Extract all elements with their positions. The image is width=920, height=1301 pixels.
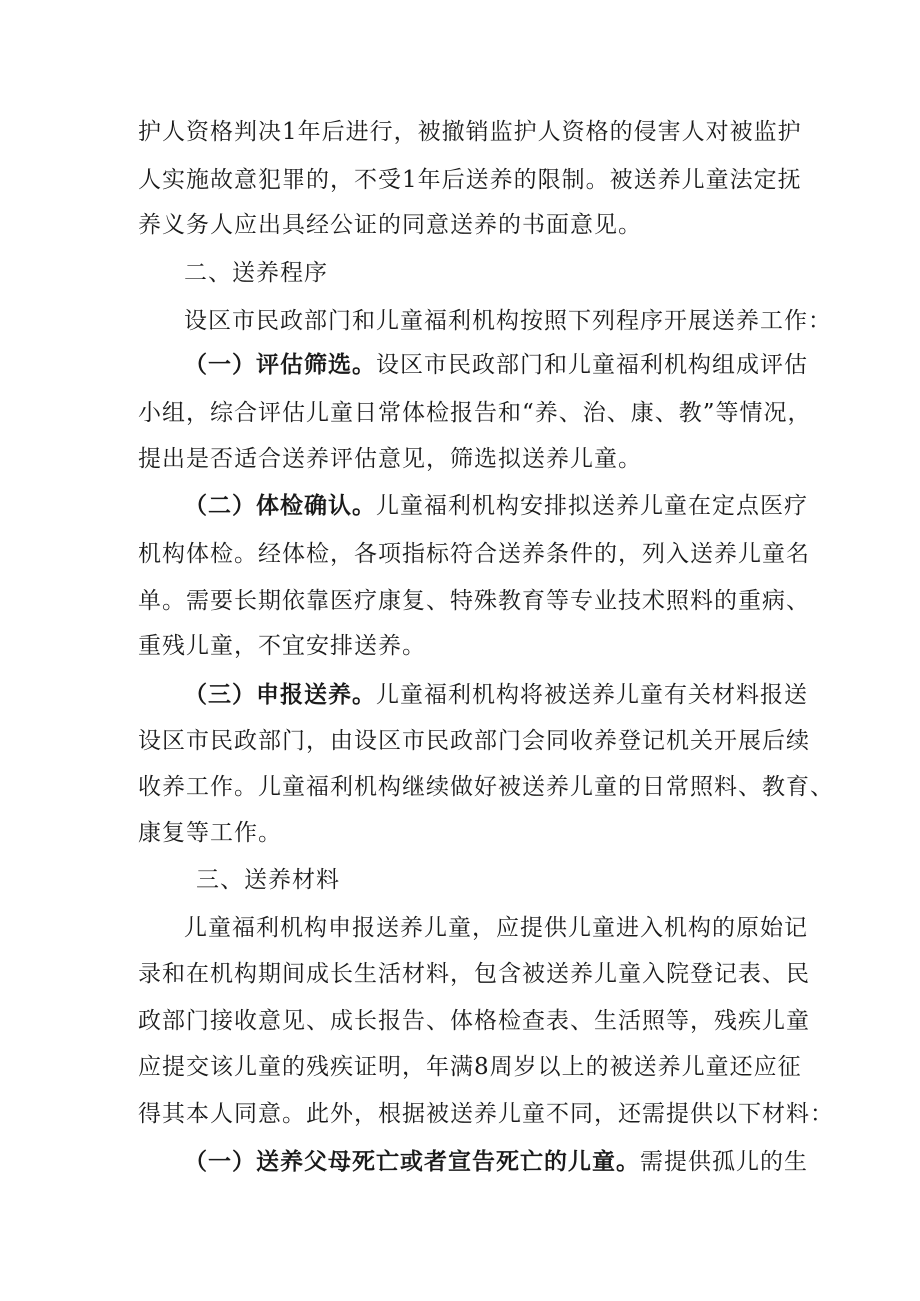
text-line: 设区市民政部门，由设区市民政部门会同收养登记机关开展后续: [138, 728, 810, 754]
subheading-application: （三）申报送养。: [184, 682, 376, 708]
subheading-deceased-parents: （一）送养父母死亡或者宣告死亡的儿童。: [184, 1149, 640, 1175]
text-line: 收养工作。儿童福利机构继续做好被送养儿童的日常照料、教育、: [138, 774, 834, 800]
paragraph-application: [184, 680, 864, 710]
subheading-assessment: （一）评估筛选。: [184, 352, 376, 378]
paragraph-text: 需提供孤儿的生: [640, 1149, 808, 1175]
text-line: 康复等工作。: [138, 820, 282, 846]
text-line: 儿童福利机构申报送养儿童，应提供儿童进入机构的原始记: [184, 915, 808, 941]
paragraph-medical-check: [184, 491, 864, 521]
text-line: 政部门接收意见、成长报告、体格检查表、生活照等，残疾儿童: [138, 1008, 810, 1034]
text-line: 养义务人应出具经公证的同意送养的书面意见。: [138, 212, 642, 238]
text-line: 护人资格判决1年后进行，被撤销监护人资格的侵害人对被监护: [138, 119, 802, 145]
text-line: 人实施故意犯罪的，不受1年后送养的限制。被送养儿童法定抚: [138, 167, 802, 193]
paragraph-assessment: [184, 350, 864, 380]
text-line: 录和在机构期间成长生活材料，包含被送养儿童入院登记表、民: [138, 961, 810, 987]
paragraph-text: 儿童福利机构将被送养儿童有关材料报送: [376, 682, 808, 708]
text-line: 提出是否适合送养评估意见，筛选拟送养儿童。: [138, 446, 642, 472]
section-heading-materials: 三、送养材料: [196, 867, 340, 893]
text-line: 得其本人同意。此外，根据被送养儿童不同，还需提供以下材料：: [138, 1101, 834, 1127]
subheading-medical-check: （二）体检确认。: [184, 493, 376, 519]
section-heading-procedure: 二、送养程序: [184, 260, 328, 286]
text-line: 单。需要长期依靠医疗康复、特殊教育等专业技术照料的重病、: [138, 588, 810, 614]
paragraph-text: 设区市民政部门和儿童福利机构组成评估: [376, 352, 808, 378]
text-line: 应提交该儿童的残疾证明，年满8周岁以上的被送养儿童还应征: [138, 1054, 802, 1080]
text-line: 重残儿童，不宜安排送养。: [138, 633, 426, 659]
text-line: 机构体检。经体检，各项指标符合送养条件的，列入送养儿童名: [138, 541, 810, 567]
text-line: 小组，综合评估儿童日常体检报告和“养、治、康、教”等情况，: [138, 400, 812, 426]
paragraph-text: 儿童福利机构安排拟送养儿童在定点医疗: [376, 493, 808, 519]
paragraph-deceased-parents: [184, 1147, 864, 1177]
text-line: 设区市民政部门和儿童福利机构按照下列程序开展送养工作：: [184, 308, 832, 334]
